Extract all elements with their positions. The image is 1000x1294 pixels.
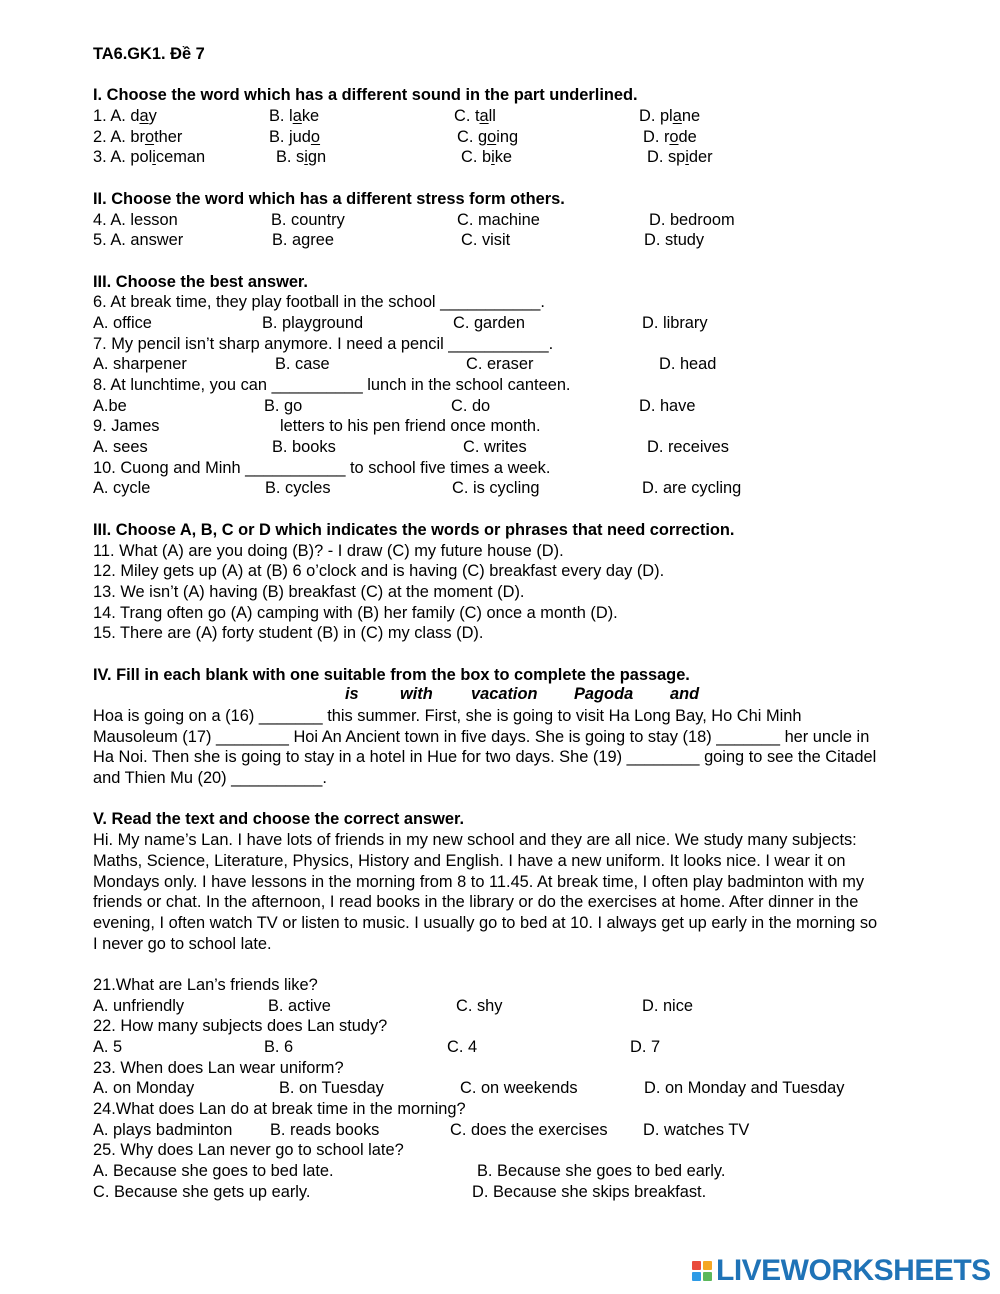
option-10c: C. is cycling	[452, 479, 540, 498]
reading-line: I never go to school late.	[93, 934, 272, 953]
question-9-options	[93, 437, 963, 458]
option-4a: 4. A. lesson	[93, 210, 178, 229]
passage-line: Ha Noi. Then she is going to stay in a hotel in Hue for two days. She (19) ________ going to see the Citadel	[93, 748, 877, 767]
option-6d: D. library	[642, 313, 708, 332]
reading-line: evening, I often watch TV or listen to music. I usually go to bed at 10. I always get up early in the morning so	[93, 913, 878, 932]
option-5b: B. agree	[272, 231, 334, 250]
logo-square-icon	[703, 1272, 712, 1281]
question-9-start: 9. James	[93, 417, 160, 436]
option-24c: C. does the exercises	[450, 1120, 608, 1139]
option-7c: C. eraser	[466, 355, 534, 374]
option-6b: B. playground	[262, 313, 364, 332]
option-25b: B. Because she goes to bed early.	[477, 1162, 726, 1181]
logo-square-icon	[692, 1272, 701, 1281]
word-box-item: and	[670, 685, 700, 704]
word-box-item: Pagoda	[574, 685, 634, 704]
question-5	[93, 230, 963, 251]
option-3d: D. spider	[647, 148, 713, 167]
option-21a: A. unfriendly	[93, 996, 185, 1015]
question-4	[93, 210, 963, 231]
question-10: 10. Cuong and Minh ___________ to school five times a week.	[93, 458, 551, 477]
option-1a: 1. A. day	[93, 107, 157, 126]
question-1	[93, 106, 963, 127]
logo-text: LIVEWORKSHEETS	[716, 1254, 991, 1287]
question-9	[93, 416, 963, 437]
option-21c: C. shy	[456, 996, 503, 1015]
option-1c: C. tall	[454, 107, 496, 126]
option-23d: D. on Monday and Tuesday	[644, 1079, 845, 1098]
option-24b: B. reads books	[270, 1120, 380, 1139]
option-5d: D. study	[644, 231, 705, 250]
question-21: 21.What are Lan’s friends like?	[93, 975, 318, 994]
question-6: 6. At break time, they play football in the school ___________.	[93, 293, 545, 312]
option-3a: 3. A. policeman	[93, 148, 206, 167]
option-4b: B. country	[271, 210, 345, 229]
option-1b: B. lake	[269, 107, 320, 126]
question-11: 11. What (A) are you doing (B)? - I draw (C) my future house (D).	[93, 541, 564, 560]
option-23a: A. on Monday	[93, 1079, 195, 1098]
option-22d: D. 7	[630, 1038, 661, 1056]
question-25-options-row1	[93, 1161, 963, 1182]
reading-line: Maths, Science, Literature, Physics, History and English. I have a new uniform. It looks nice. I wear it on	[93, 851, 846, 870]
option-3c: C. bike	[461, 148, 513, 167]
question-22-options	[93, 1037, 963, 1058]
option-23b: B. on Tuesday	[279, 1079, 384, 1098]
option-9d: D. receives	[647, 438, 729, 457]
question-7-options	[93, 354, 963, 375]
option-4c: C. machine	[457, 210, 540, 229]
reading-line: friends or chat. In the afternoon, I read books in the library or do the exercises at home. After dinner in the	[93, 893, 859, 912]
section-6-heading: V. Read the text and choose the correct answer.	[93, 810, 465, 829]
passage-line: and Thien Mu (20) __________.	[93, 769, 327, 788]
liveworksheets-logo	[692, 1254, 991, 1288]
option-10b: B. cycles	[265, 479, 331, 498]
option-10d: D. are cycling	[642, 479, 742, 498]
section-3-heading: III. Choose the best answer.	[93, 272, 308, 291]
option-3b: B. sign	[276, 148, 327, 167]
question-23-options	[93, 1078, 963, 1099]
question-3	[93, 147, 963, 168]
question-8-options	[93, 396, 963, 417]
worksheet-title: TA6.GK1. Đề 7	[93, 45, 205, 63]
reading-line: Mondays only. I have lessons in the morning from 8 to 11.45. At break time, I often play badminton with my	[93, 872, 865, 891]
word-box-item: is	[345, 685, 359, 704]
question-22: 22. How many subjects does Lan study?	[93, 1017, 388, 1036]
question-25: 25. Why does Lan never go to school late?	[93, 1141, 404, 1160]
section-4-heading: III. Choose A, B, C or D which indicates the words or phrases that need correction.	[93, 520, 735, 539]
option-8a: A.be	[93, 396, 127, 415]
option-7b: B. case	[275, 355, 330, 374]
option-9c: C. writes	[463, 438, 527, 457]
passage-line: Hoa is going on a (16) _______ this summer. First, she is going to visit Ha Long Bay, Ho Chi Minh	[93, 707, 802, 725]
reading-line: Hi. My name’s Lan. I have lots of friends in my new school and they are all nice. We study many subjects:	[93, 831, 857, 850]
logo-square-icon	[703, 1261, 712, 1270]
option-21d: D. nice	[642, 996, 694, 1015]
option-6c: C. garden	[453, 313, 525, 332]
option-7a: A. sharpener	[93, 355, 187, 374]
word-box	[93, 685, 963, 706]
question-9-end: letters to his pen friend once month.	[280, 417, 541, 436]
section-1-heading: I. Choose the word which has a different sound in the part underlined.	[93, 86, 638, 105]
option-2c: C. going	[457, 127, 519, 146]
option-24d: D. watches TV	[643, 1120, 750, 1139]
word-box-item: with	[400, 685, 433, 704]
question-7: 7. My pencil isn’t sharp anymore. I need a pencil ___________.	[93, 334, 554, 353]
option-8d: D. have	[639, 396, 696, 415]
passage-line: Mausoleum (17) ________ Hoi An Ancient town in five days. She is going to stay (18) _______ her uncle in	[93, 727, 870, 746]
option-7d: D. head	[659, 355, 717, 374]
option-5c: C. visit	[461, 231, 511, 250]
option-8b: B. go	[264, 396, 303, 415]
option-2b: B. judo	[269, 127, 321, 146]
option-22b: B. 6	[264, 1038, 294, 1056]
liveworksheets-logo-icon	[692, 1261, 712, 1281]
option-2d: D. rode	[643, 127, 697, 146]
question-14: 14. Trang often go (A) camping with (B) her family (C) once a month (D).	[93, 603, 618, 622]
option-10a: A. cycle	[93, 479, 151, 498]
logo-square-icon	[692, 1261, 701, 1270]
question-24-options	[93, 1120, 963, 1141]
question-10-options	[93, 478, 963, 499]
option-25a: A. Because she goes to bed late.	[93, 1162, 334, 1181]
question-2	[93, 127, 963, 148]
option-8c: C. do	[451, 396, 491, 415]
option-6a: A. office	[93, 313, 152, 332]
question-23: 23. When does Lan wear uniform?	[93, 1058, 344, 1077]
option-22c: C. 4	[447, 1038, 478, 1056]
option-9b: B. books	[272, 438, 336, 457]
option-25d: D. Because she skips breakfast.	[472, 1182, 707, 1201]
question-12: 12. Miley gets up (A) at (B) 6 o’clock and is having (C) breakfast every day (D).	[93, 562, 665, 581]
question-8: 8. At lunchtime, you can __________ lunch in the school canteen.	[93, 376, 571, 394]
option-1d: D. plane	[639, 107, 701, 126]
section-2-heading: II. Choose the word which has a different stress form others.	[93, 189, 565, 208]
question-6-options	[93, 313, 963, 334]
option-21b: B. active	[268, 996, 331, 1015]
question-24: 24.What does Lan do at break time in the morning?	[93, 1100, 466, 1119]
option-22a: A. 5	[93, 1038, 123, 1056]
option-25c: C. Because she gets up early.	[93, 1182, 311, 1201]
option-4d: D. bedroom	[649, 210, 735, 229]
option-23c: C. on weekends	[460, 1079, 578, 1098]
section-5-heading: IV. Fill in each blank with one suitable from the box to complete the passage.	[93, 665, 690, 684]
worksheet-page	[93, 44, 963, 1203]
question-21-options	[93, 996, 963, 1017]
option-2a: 2. A. brother	[93, 127, 183, 146]
question-13: 13. We isn’t (A) having (B) breakfast (C) at the moment (D).	[93, 582, 525, 601]
option-24a: A. plays badminton	[93, 1120, 233, 1139]
question-15: 15. There are (A) forty student (B) in (C) my class (D).	[93, 624, 484, 643]
option-9a: A. sees	[93, 438, 148, 457]
word-box-item: vacation	[471, 685, 538, 704]
option-5a: 5. A. answer	[93, 231, 184, 250]
question-25-options-row2	[93, 1182, 963, 1203]
